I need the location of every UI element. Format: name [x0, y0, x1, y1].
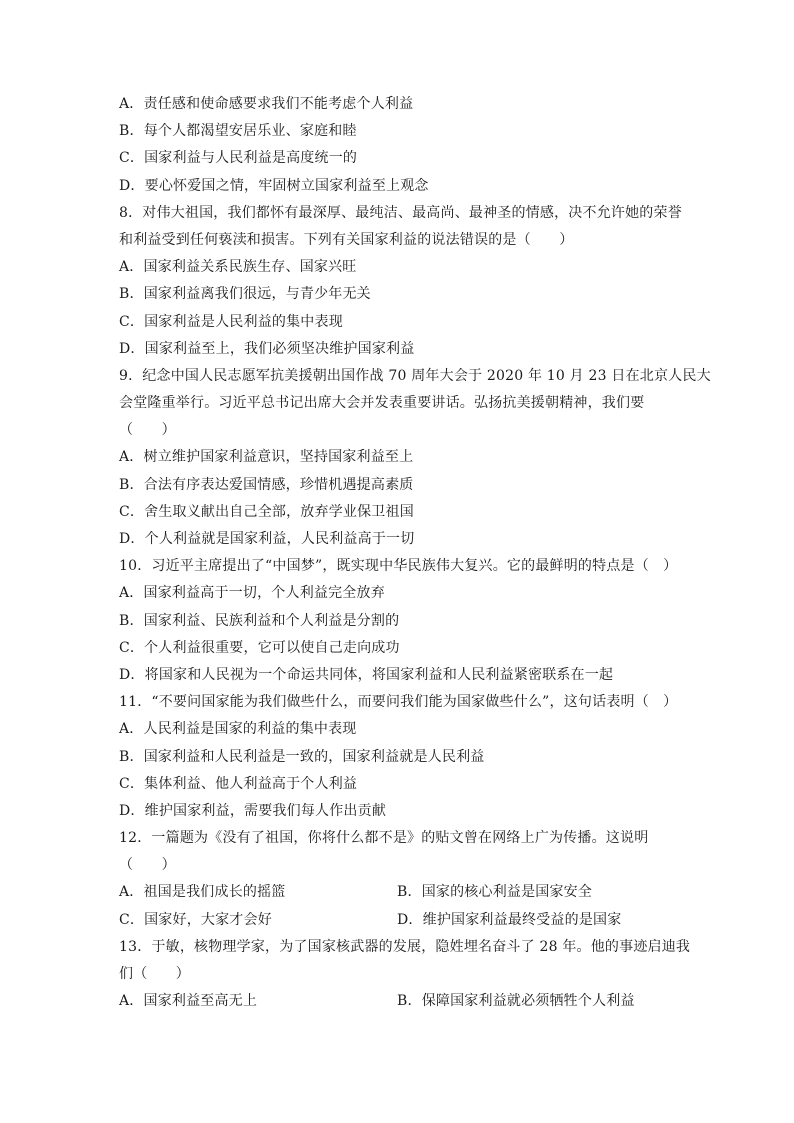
q12-stem-line2: （ ）: [119, 857, 176, 874]
q12-stem-line1: 12．一篇题为《没有了祖国，你将什么都不是》的贴文曾在网络上广为传播。这说明: [119, 830, 649, 847]
q9-option-d: D．个人利益就是国家利益，人民利益高于一切: [119, 531, 415, 547]
q13-option-a: A．国家利益至高无上: [119, 993, 258, 1010]
q9-stem-line1: 9．纪念中国人民志愿军抗美援朝出国作战 70 周年大会于 2020 年 10 月 23 日在北京人民大: [119, 367, 711, 384]
q10-option-a: A．国家利益高于一切，个人利益完全放弃: [119, 585, 385, 602]
q12-option-c: C．国家好，大家才会好: [119, 911, 272, 928]
q7-option-b: B．每个人都渴望安居乐业、家庭和睦: [119, 123, 357, 140]
q13-stem-line1: 13．于敏，核物理学家，为了国家核武器的发展，隐姓埋名奋斗了 28 年。他的事迹启迪我: [119, 938, 691, 955]
q11-option-c: C．集体利益、他人利益高于个人利益: [119, 775, 358, 792]
q7-option-d: D．要心怀爱国之情，牢固树立国家利益至上观念: [119, 177, 429, 194]
q12-options-row1: [119, 879, 679, 906]
q9-stem-line2: 会堂隆重举行。习近平总书记出席大会并发表重要讲话。弘扬抗美援朝精神，我们要: [119, 395, 645, 412]
q8-option-b: B．国家利益离我们很远，与青少年无关: [119, 286, 371, 303]
q7-option-c: C．国家利益与人民利益是高度统一的: [119, 150, 358, 167]
q9-option-a: A．树立维护国家利益意识，坚持国家利益至上: [119, 449, 414, 466]
q12-option-a: A．祖国是我们成长的摇篮: [119, 884, 286, 901]
q8-option-c: C．国家利益是人民利益的集中表现: [119, 313, 343, 330]
q12-options-row2: [119, 907, 679, 934]
q12-option-b: B．国家的核心利益是国家安全: [397, 884, 593, 901]
q9-option-c: C．舍生取义献出自己全部，放弃学业保卫祖国: [119, 503, 414, 520]
q10-option-d: D．将国家和人民视为一个命运共同体，将国家利益和人民利益紧密联系在一起: [119, 666, 614, 683]
q7-option-a: A．责任感和使命感要求我们不能考虑个人利益: [119, 96, 414, 112]
q10-option-c: C．个人利益很重要，它可以使自己走向成功: [119, 639, 400, 656]
question-list: [119, 91, 711, 1015]
q10-stem-line1: 10．习近平主席提出了“中国梦”，既实现中华民族伟大复兴。它的最鲜明的特点是（ ）: [119, 558, 678, 575]
q11-option-b: B．国家利益和人民利益是一致的，国家利益就是人民利益: [119, 748, 485, 765]
q13-option-b: B．保障国家利益就必须牺牲个人利益: [397, 993, 635, 1010]
q13-options-row1: [119, 988, 679, 1015]
q11-option-d: D．维护国家利益，需要我们每人作出贡献: [119, 802, 387, 819]
q8-stem-line2: 和利益受到任何亵渎和损害。下列有关国家利益的说法错误的是（ ）: [119, 231, 574, 248]
q10-option-b: B．国家利益、民族利益和个人利益是分割的: [119, 612, 400, 629]
q9-option-b: B．合法有序表达爱国情感，珍惜机遇提高素质: [119, 476, 414, 493]
q8-option-d: D．国家利益至上，我们必须坚决维护国家利益: [119, 340, 415, 357]
q8-option-a: A．国家利益关系民族生存、国家兴旺: [119, 259, 357, 276]
q12-option-d: D．维护国家利益最终受益的是国家: [397, 911, 622, 928]
q9-stem-line3: （ ）: [119, 422, 176, 439]
q13-stem-line2: 们（ ）: [119, 966, 190, 982]
q8-stem-line1: 8．对伟大祖国，我们都怀有最深厚、最纯洁、最高尚、最神圣的情感，决不允许她的荣誉: [119, 204, 682, 221]
q11-stem-line1: 11．“不要问国家能为我们做些什么，而要问我们能为国家做些什么”，这句话表明（ ）: [119, 694, 678, 711]
q11-option-a: A．人民利益是国家的利益的集中表现: [119, 721, 357, 738]
